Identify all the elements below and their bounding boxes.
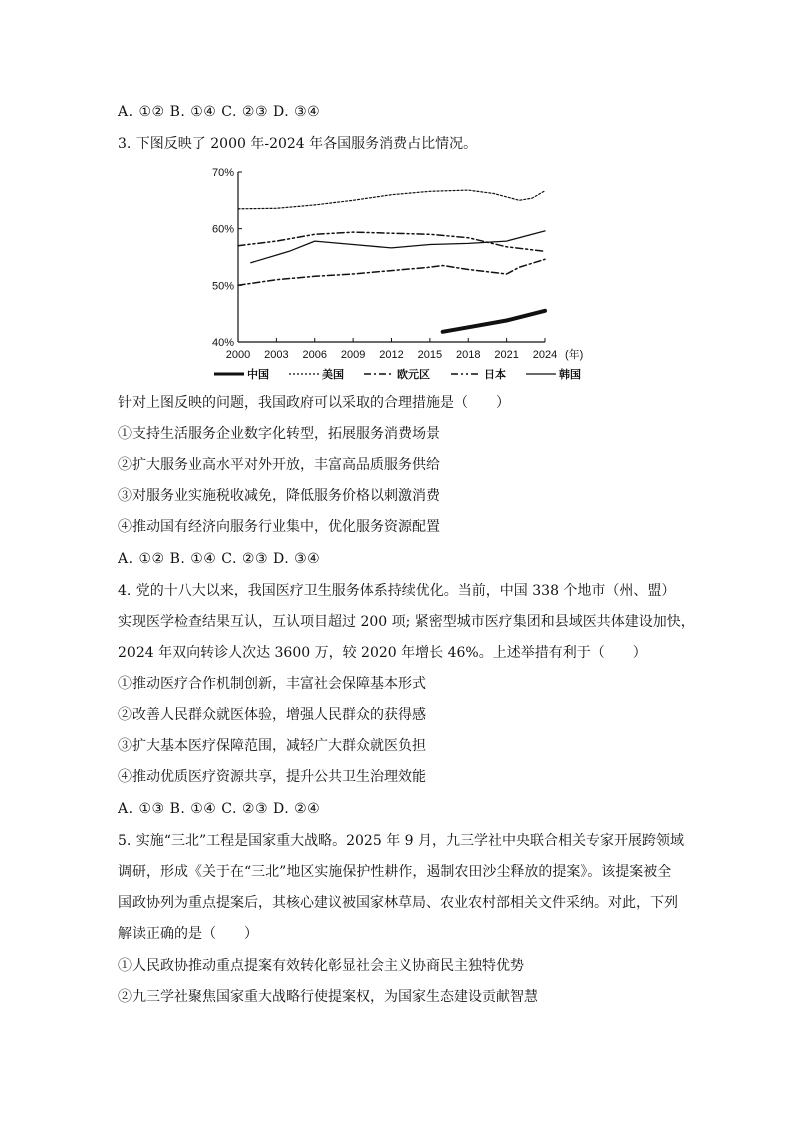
q5-stem-2: 调研，形成《关于在“三北”地区实施保护性耕作，遏制农田沙尘释放的提案》。该提案被全 xyxy=(118,864,672,880)
legend-label-韩国: 韩国 xyxy=(559,369,581,381)
x-unit-label: (年) xyxy=(565,349,584,361)
q4-option-1: ①推动医疗合作机制创新，丰富社会保障基本形式 xyxy=(118,676,426,692)
q3-option-3: ③对服务业实施税收减免，降低服务价格以刺激消费 xyxy=(118,488,440,504)
legend-label-日本: 日本 xyxy=(484,369,506,381)
service-consumption-chart xyxy=(200,160,600,390)
x-tick-label: 2021 xyxy=(494,349,519,361)
q3-option-4: ④推动国有经济向服务行业集中，优化服务资源配置 xyxy=(118,519,440,535)
q3-option-1: ①支持生活服务企业数字化转型，拓展服务消费场景 xyxy=(118,426,440,442)
q2-options: A. ①② B. ①④ C. ②③ D. ③④ xyxy=(118,104,321,120)
series-line-韩国 xyxy=(251,231,545,263)
y-tick-label: 40% xyxy=(211,337,234,349)
legend-label-中国: 中国 xyxy=(247,369,269,381)
series-line-中国 xyxy=(443,311,545,332)
x-tick-label: 2024 xyxy=(532,349,558,361)
x-tick-label: 2003 xyxy=(264,349,289,361)
x-tick-label: 2006 xyxy=(302,349,327,361)
q4-stem-2: 实现医学检查结果互认，互认项目超过 200 项; 紧密型城市医疗集团和县域医共体建设加快， xyxy=(118,614,695,630)
q4-option-4: ④推动优质医疗资源共享，提升公共卫生治理效能 xyxy=(118,769,426,785)
q5-option-2: ②九三学社聚焦国家重大战略行使提案权，为国家生态建设贡献智慧 xyxy=(118,989,538,1005)
q3-option-2: ②扩大服务业高水平对外开放，丰富高品质服务供给 xyxy=(118,457,440,473)
q5-stem-1: 5. 实施“三北”工程是国家重大战略。2025 年 9 月，九三学社中央联合相关专家开展跨领域 xyxy=(118,833,685,849)
x-tick-label: 2018 xyxy=(456,349,481,361)
legend-label-美国: 美国 xyxy=(322,369,344,381)
x-tick-label: 2000 xyxy=(225,349,251,361)
y-tick-label: 50% xyxy=(211,280,234,293)
x-tick-label: 2009 xyxy=(340,349,366,361)
q4-option-3: ③扩大基本医疗保障范围，减轻广大群众就医负担 xyxy=(118,738,426,754)
q5-stem-3: 国政协列为重点提案后，其核心建议被国家林草局、农业农村部相关文件采纳。对此，下列 xyxy=(118,895,678,911)
q4-stem-1: 4. 党的十八大以来，我国医疗卫生服务体系持续优化。当前，中国 338 个地市（州、盟） xyxy=(118,583,676,599)
q3-stem: 3. 下图反映了 2000 年-2024 年各国服务消费占比情况。 xyxy=(118,136,478,152)
x-tick-label: 2015 xyxy=(417,349,443,361)
q4-option-2: ②改善人民群众就医体验，增强人民群众的获得感 xyxy=(118,707,426,723)
y-tick-label: 60% xyxy=(211,223,234,236)
y-tick-label: 70% xyxy=(211,167,234,179)
q5-stem-4: 解读正确的是（ ） xyxy=(118,926,258,942)
q3-options: A. ①② B. ①④ C. ②③ D. ③④ xyxy=(118,551,321,567)
q5-option-1: ①人民政协推动重点提案有效转化彰显社会主义协商民主独特优势 xyxy=(118,958,524,974)
series-line-欧元区 xyxy=(238,259,545,285)
legend-label-欧元区: 欧元区 xyxy=(397,369,430,381)
x-tick-label: 2012 xyxy=(379,349,404,361)
series-line-美国 xyxy=(238,190,545,209)
q4-stem-3: 2024 年双向转诊人次达 3600 万，较 2020 年增长 46%。上述举措有利于（ ） xyxy=(118,645,647,661)
q4-options: A. ①③ B. ①④ C. ②③ D. ②④ xyxy=(118,801,321,817)
q3-question: 针对上图反映的问题，我国政府可以采取的合理措施是（ ） xyxy=(118,395,510,411)
